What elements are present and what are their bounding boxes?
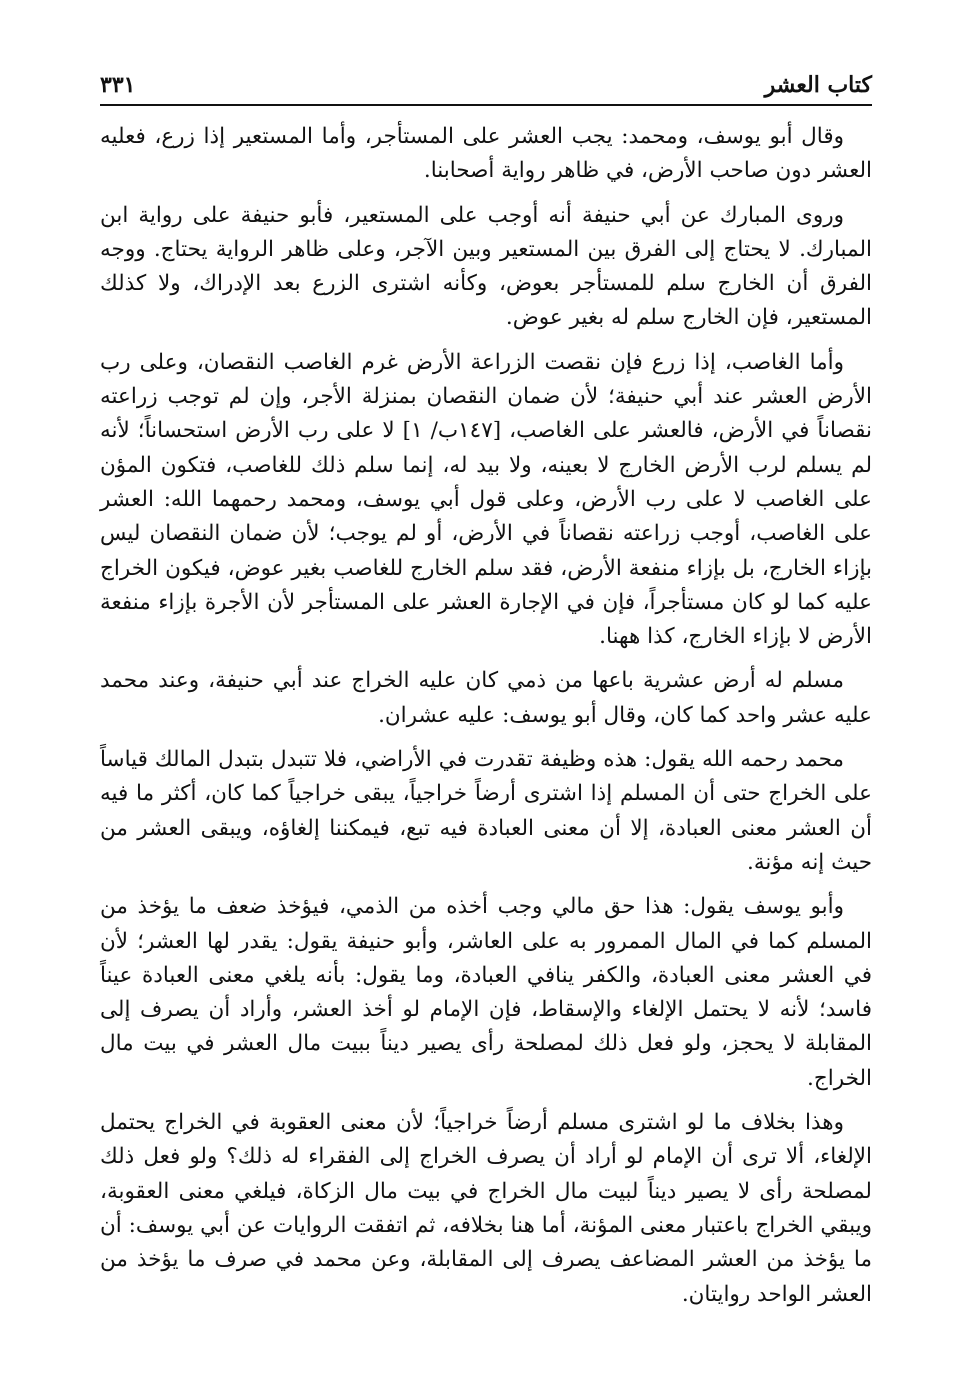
- body-text: [100, 120, 872, 1312]
- paragraph-5: محمد رحمه الله يقول: هذه وظيفة تقدرت في الأراضي، فلا تتبدل بتبدل المالك قياساً على الخراج حتى أن المسلم إذا اشترى أرضاً خراجياً، يبقى خراجياً كما كان، أكثر ما فيه أن العشر معنى العبادة، إلا أن معنى العبادة فيه تبع، فيمكننا إلغاؤه، ويبقى العشر من حيث إنه مؤنة.: [100, 747, 873, 875]
- paragraph-7: وهذا بخلاف ما لو اشترى مسلم أرضاً خراجياً؛ لأن معنى العقوبة في الخراج يحتمل الإلغاء، ألا ترى أن الإمام لو أراد أن يصرف الخراج إلى الفقراء له ذلك؟ ولو فعل ذلك لمصلحة رأى لا يصير ديناً لبيت مال الخراج في بيت مال الزكاة، فيلغي معنى العقوبة، ويبقي الخراج باعتبار معنى المؤنة، أما هنا بخلافه، ثم اتفقت الروايات عن أبي يوسف: أن ما يؤخذ من العشر المضاعف يصرف إلى المقابلة، وعن محمد في صرف ما يؤخذ من العشر الواحد روايتان.: [100, 1110, 872, 1307]
- running-title: كتاب العشر: [764, 72, 872, 98]
- running-header: [100, 60, 872, 98]
- paragraph-6: وأبو يوسف يقول: هذا حق مالي وجب أخذه من الذمي، فيؤخذ ضعف ما يؤخذ من المسلم كما في المال الممرور به على العاشر، وأبو حنيفة يقول: يقدر لها العشر؛ لأن في العشر معنى العبادة، والكفر ينافي العبادة، وما يقول: بأنه يلغي معنى العبادة عيناً فاسد؛ لأنه لا يحتمل الإلغاء والإسقاط، فإن الإمام لو أخذ العشر، وأراد أن يصرف إلى المقابلة لا يحجز، ولو فعل ذلك لمصلحة رأى يصير ديناً ببيت مال العشر في بيت مال الخراج.: [100, 894, 872, 1091]
- paragraph-2: وروى المبارك عن أبي حنيفة أنه أوجب على المستعير، فأبو حنيفة على رواية ابن المبارك. لا يحتاج إلى الفرق بين المستعير وبين الآجر، وعلى ظاهر الرواية يحتاج. ووجه الفرق أن الخارج سلم للمستأجر بعوض، وكأنه اشترى الزرع بعد الإدراك، ولا كذلك المستعير، فإن الخارج سلم له بغير عوض.: [100, 202, 872, 331]
- page-number: ٣٣١: [100, 72, 136, 98]
- paragraph-1: وقال أبو يوسف، ومحمد: يجب العشر على المستأجر، وأما المستعير إذا زرع، فعليه العشر دون صاحب الأرض، في ظاهر رواية أصحابنا.: [100, 124, 872, 184]
- paragraph-3: وأما الغاصب، إذا زرع فإن نقصت الزراعة الأرض غرم الغاصب النقصان، وعلى رب الأرض العشر عند أبي حنيفة؛ لأن ضمان النقصان بمنزلة الأجر، وإن لم توجب زراعته نقصاناً في الأرض، فالعشر على الغاصب، [١٤٧ب/ ١] لا على رب الأرض استحساناً؛ لأنه لم يسلم لرب الأرض الخارج لا بعينه، ولا بيد له، إنما سلم ذلك للغاصب، فتكون المؤن على الغاصب لا على رب الأرض، وعلى قول أبي يوسف، ومحمد رحمهما الله: العشر على الغاصب، أوجب زراعته نقصاناً في الأرض، أو لم يوجب؛ لأن ضمان النقصان ليس بإزاء الخارج، بل بإزاء منفعة الأرض، فقد سلم الخارج للغاصب بغير عوض، فيكون الخراج عليه كما لو كان مستأجراً، فإن في الإجارة العشر على المستأجر لأن الأجرة بإزاء منفعة الأرض لا بإزاء الخارج، كذا ههنا.: [100, 349, 872, 650]
- paragraph-4: مسلم له أرض عشرية باعها من ذمي كان عليه الخراج عند أبي حنيفة، وعند محمد عليه عشر واحد كما كان، وقال أبو يوسف: عليه عشران.: [100, 668, 872, 728]
- header-rule: [100, 104, 872, 106]
